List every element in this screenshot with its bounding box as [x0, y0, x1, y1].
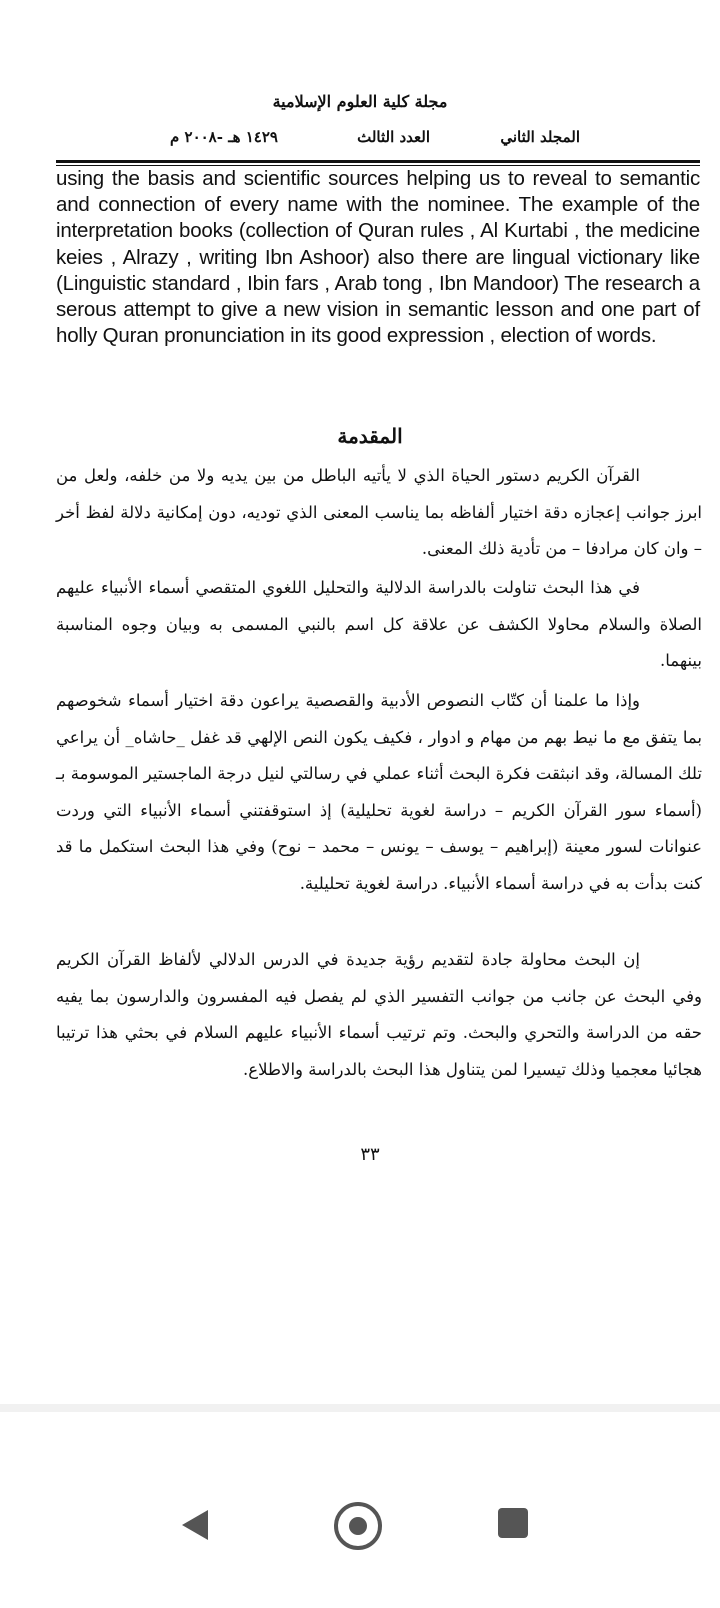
intro-paragraph-3: وإذا ما علمنا أن كتّاب النصوص الأدبية والقصصية يراعون دقة اختيار أسماء شخوصهم بما يتفق مع ما نيط بهم من مهام و ادوار ، فكيف يكون النص الإلهي قد غفل _حاشاه_ أن يراعي تلك المسالة، وقد انبثقت فكرة البحث أثناء عملي في رسالتي لنيل درجة الماجستير الموسومة بـ (أسماء سور القرآن الكريم – دراسة لغوية تحليلية) إذ استوقفتني أسماء الأنبياء التي وردت عنوانات لسور معينة (إبراهيم – يوسف – يونس – محمد – نوح) وفي هذا البحث استكمل ما قد كنت بدأت به في دراسة أسماء الأنبياء. دراسة لغوية تحليلية.: [56, 691, 702, 893]
header-rule-thick: [56, 160, 700, 163]
recents-icon[interactable]: [498, 1508, 528, 1538]
intro-paragraph-4: إن البحث محاولة جادة لتقديم رؤية جديدة في الدرس الدلالي لألفاظ القرآن الكريم وفي البحث عن جانب من جوانب التفسير الذي لم يفصل فيه المفسرون والدارسون بما يفيه حقه من الدراسة والتحري والبحث. وتم ترتيب أسماء الأنبياء عليهم السلام في بحثي هذا ترتيبا هجائيا معجميا وذلك تيسيرا لمن يتناول هذا البحث بالدراسة والاطلاع.: [56, 950, 702, 1079]
date-label: ١٤٢٩ هـ -٢٠٠٨ م: [170, 128, 278, 146]
journal-title: مجلة كلية العلوم الإسلامية: [272, 92, 448, 111]
abstract-text: using the basis and scientific sources helping us to reveal to semantic and connection of every name with the nominee. The example of the interpretation books (collection of Quran rules , Al Kurtabi , the medicine keies , Alrazy , writing Ibn Ashoor) also there are lingual victionary like (Linguistic standard , Ibin fars , Arab tong , Ibn Mandoor) The research a serous attempt to give a new vision in semantic lesson and one part of holly Quran pronunciation in its good expression , election of words.: [56, 167, 700, 348]
intro-heading: المقدمة: [337, 424, 403, 448]
intro-paragraph-1: القرآن الكريم دستور الحياة الذي لا يأتيه الباطل من بين يديه ولا من خلفه، ولعل من ابرز جوانب إعجازه دقة اختيار ألفاظه بما يناسب المعنى الذي توديه، دون إمكانية دلالة لفظ أخر – وان كان مرادفا – من تأدية ذلك المعنى.: [56, 466, 702, 558]
page-number: ٣٣: [360, 1144, 380, 1165]
volume-label: المجلد الثاني: [500, 128, 580, 146]
home-icon-dot: [349, 1517, 367, 1535]
back-triangle: [182, 1510, 208, 1540]
issue-line: [170, 128, 580, 152]
home-icon[interactable]: [334, 1502, 382, 1550]
issue-label: العدد الثالث: [357, 128, 430, 146]
intro-paragraph-2: في هذا البحث تناولت بالدراسة الدلالية والتحليل اللغوي المتقصي أسماء الأنبياء عليهم الصلاة والسلام محاولا الكشف عن علاقة كل اسم بالنبي المسمى به وبيان وجوه المناسبة بينهما.: [56, 578, 702, 670]
back-icon[interactable]: [178, 1508, 212, 1542]
